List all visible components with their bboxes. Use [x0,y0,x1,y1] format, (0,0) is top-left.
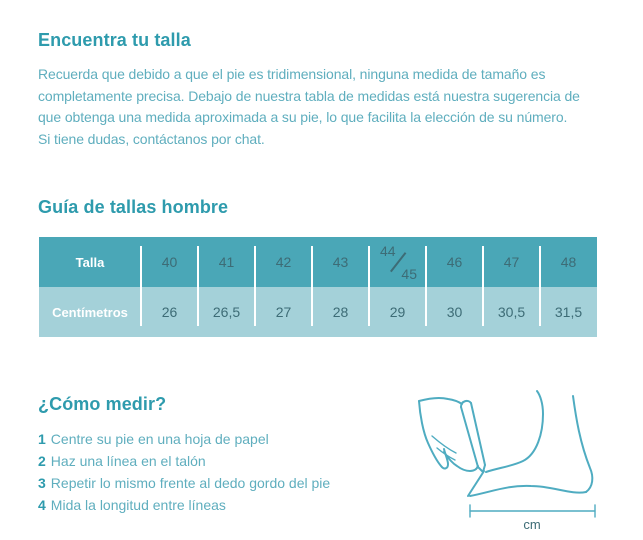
size-value-top: 44 [380,243,396,259]
step-text: Centre su pie en una hoja de papel [50,431,269,447]
foot-outline [468,391,592,496]
size-value: 47 [483,237,540,287]
size-column-41 [198,237,255,337]
foot-measurement-illustration [413,388,603,538]
size-row-label: Talla [39,237,141,287]
step-number: 2 [38,453,46,469]
size-column-44-45 [369,237,426,337]
size-column-43 [312,237,369,337]
size-value: 42 [255,237,312,287]
step-text: Repetir lo mismo frente al dedo gordo del pie [50,475,331,491]
cm-value: 30 [426,287,483,337]
intro-line: Recuerda que debido a que el pie es tridimensional, ninguna medida de tamaño es [38,66,546,82]
step-text: Mida la longitud entre líneas [50,497,226,513]
size-column-42 [255,237,312,337]
size-column-47 [483,237,540,337]
cm-value: 27 [255,287,312,337]
size-value: 41 [198,237,255,287]
measure-steps [38,428,330,516]
cm-value: 26,5 [198,287,255,337]
intro-line: completamente precisa. Debajo de nuestra tabla de medidas está nuestra sugerencia de [38,87,580,104]
size-column-48 [540,237,597,337]
cm-value: 28 [312,287,369,337]
step-number: 1 [38,431,46,447]
cm-value: 26 [141,287,198,337]
intro-line: Si tiene dudas, contáctanos por chat. [38,130,265,147]
measure-step-1 [38,428,330,450]
cm-value: 29 [369,287,426,337]
measurement-ruler [470,505,595,532]
find-your-size-title: Encuentra tu talla [38,30,191,50]
cm-row-label: Centímetros [39,287,141,337]
step-number: 3 [38,475,46,491]
measure-step-2 [38,450,330,472]
intro-paragraph [38,64,580,150]
size-value: 48 [540,237,597,287]
table-label-column [39,237,141,337]
step-text: Haz una línea en el talón [50,453,206,469]
size-value: 43 [312,237,369,287]
size-guide-title: Guía de tallas hombre [38,197,229,217]
size-column-46 [426,237,483,337]
measure-step-3 [38,472,330,494]
step-number: 4 [38,497,46,513]
cm-unit-label: cm [523,517,541,532]
intro-line: que obtenga una medida aproximada a su pie, lo que facilita la elección de su número. [38,109,568,125]
measure-step-4 [38,494,330,516]
cm-value: 30,5 [483,287,540,337]
size-column-40 [141,237,198,337]
size-value: 40 [141,237,198,287]
size-table [39,237,597,337]
how-to-measure-title: ¿Cómo medir? [38,394,167,414]
size-value: 46 [426,237,483,287]
hand-with-pencil [419,398,485,472]
cm-value: 31,5 [540,287,597,337]
size-value-bottom: 45 [401,266,417,282]
size-value-combined [369,237,426,287]
